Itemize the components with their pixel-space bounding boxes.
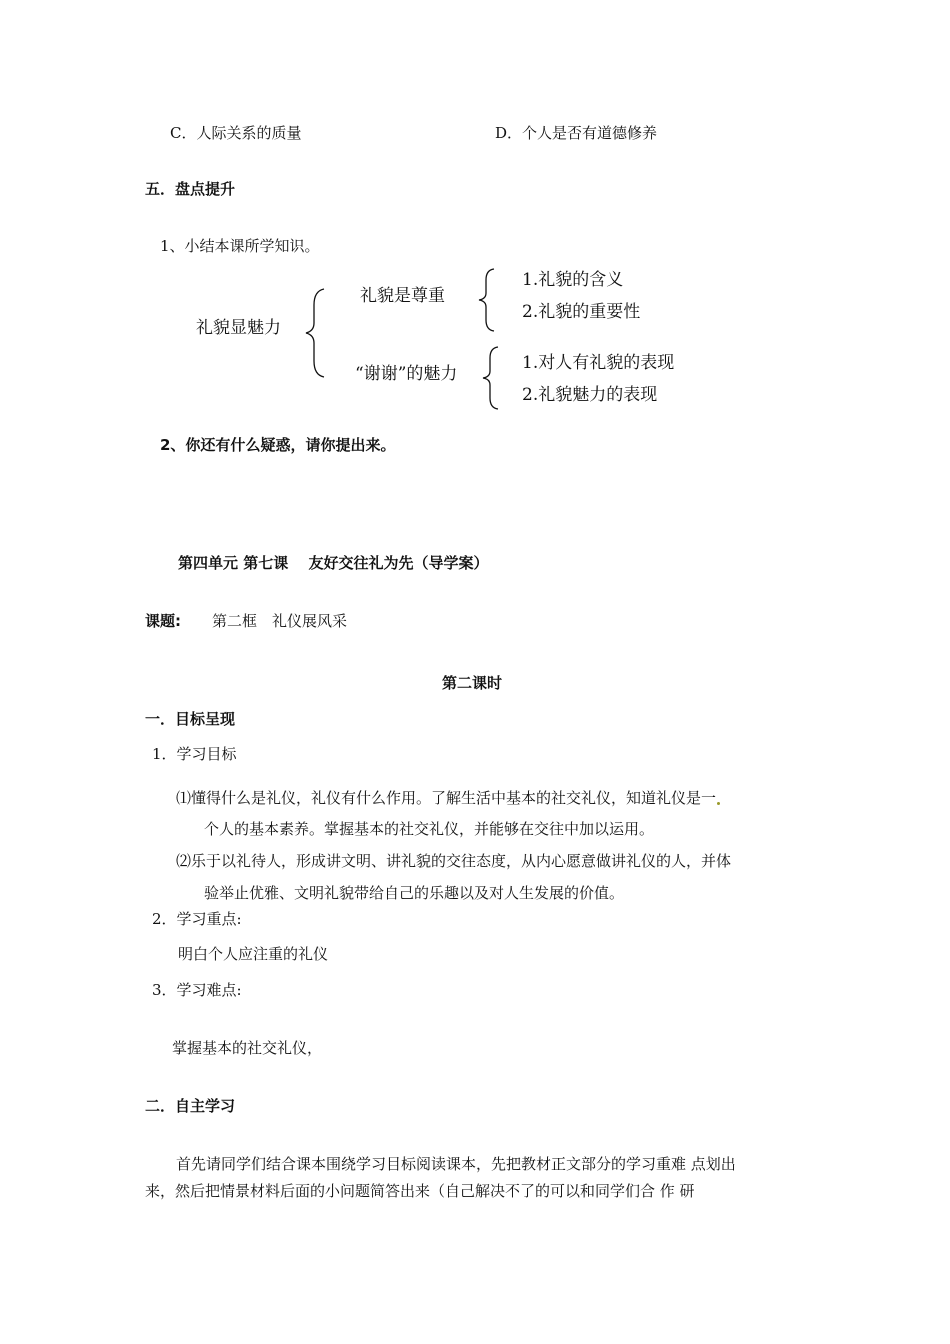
goal1-line1: ⑴懂得什么是礼仪，礼仪有什么作用。了解生活中基本的社交礼仪，知道礼仪是一 <box>176 789 720 807</box>
key-label: 2．学习重点: <box>152 910 242 928</box>
option-c: C．人际关系的质量 <box>170 124 302 142</box>
topic-label: 课题: <box>145 612 181 630</box>
branch2-item1: 1.对人有礼貌的表现 <box>522 353 675 373</box>
period-title: 第二课时 <box>442 674 503 692</box>
branch2-label: “谢谢”的魅力 <box>355 364 458 384</box>
goal2-line1: ⑵乐于以礼待人，形成讲文明、讲礼貌的交往态度，从内心愿意做讲礼仪的人，并体 <box>176 852 732 870</box>
goal2-line2: 验举止优雅、文明礼貌带给自己的乐趣以及对人生发展的价值。 <box>204 884 625 902</box>
section5-item2: 2、你还有什么疑惑，请你提出来。 <box>160 436 396 454</box>
section1-heading: 一．目标呈现 <box>145 710 236 728</box>
section5-item1: 1、小结本课所学知识。 <box>160 237 320 255</box>
difficulty-label: 3．学习难点: <box>152 981 242 999</box>
option-d: D．个人是否有道德修养 <box>495 124 658 142</box>
difficulty-text: 掌握基本的社交礼仪， <box>172 1039 323 1057</box>
lesson-title: 第四单元 第七课 友好交往礼为先（导学案） <box>178 554 489 572</box>
topic-value: 第二框 礼仪展风采 <box>212 612 348 630</box>
branch1-label: 礼貌是尊重 <box>360 286 445 306</box>
goal1-line2: 个人的基本素养。掌握基本的社交礼仪，并能够在交往中加以运用。 <box>204 820 655 838</box>
section5-heading: 五．盘点提升 <box>145 180 236 198</box>
branch1-item1: 1.礼貌的含义 <box>522 270 624 290</box>
branch1-item2: 2.礼貌的重要性 <box>522 302 641 322</box>
branch2-brace <box>478 344 502 412</box>
diagram-root: 礼貌显魅力 <box>196 318 281 338</box>
branch1-brace <box>474 266 498 334</box>
section2-para-line2: 来，然后把情景材料后面的小问题简答出来（自己解决不了的可以和同学们合 作 研 <box>145 1182 695 1200</box>
key-text: 明白个人应注重的礼仪 <box>178 945 329 963</box>
root-brace <box>300 285 330 381</box>
branch2-item2: 2.礼貌魅力的表现 <box>522 385 658 405</box>
section2-para-line1: 首先请同学们结合课本围绕学习目标阅读课本，先把教材正文部分的学习重难 点划出 <box>176 1155 736 1173</box>
goals-label: 1．学习目标 <box>152 745 237 763</box>
section2-heading: 二．自主学习 <box>145 1097 236 1115</box>
